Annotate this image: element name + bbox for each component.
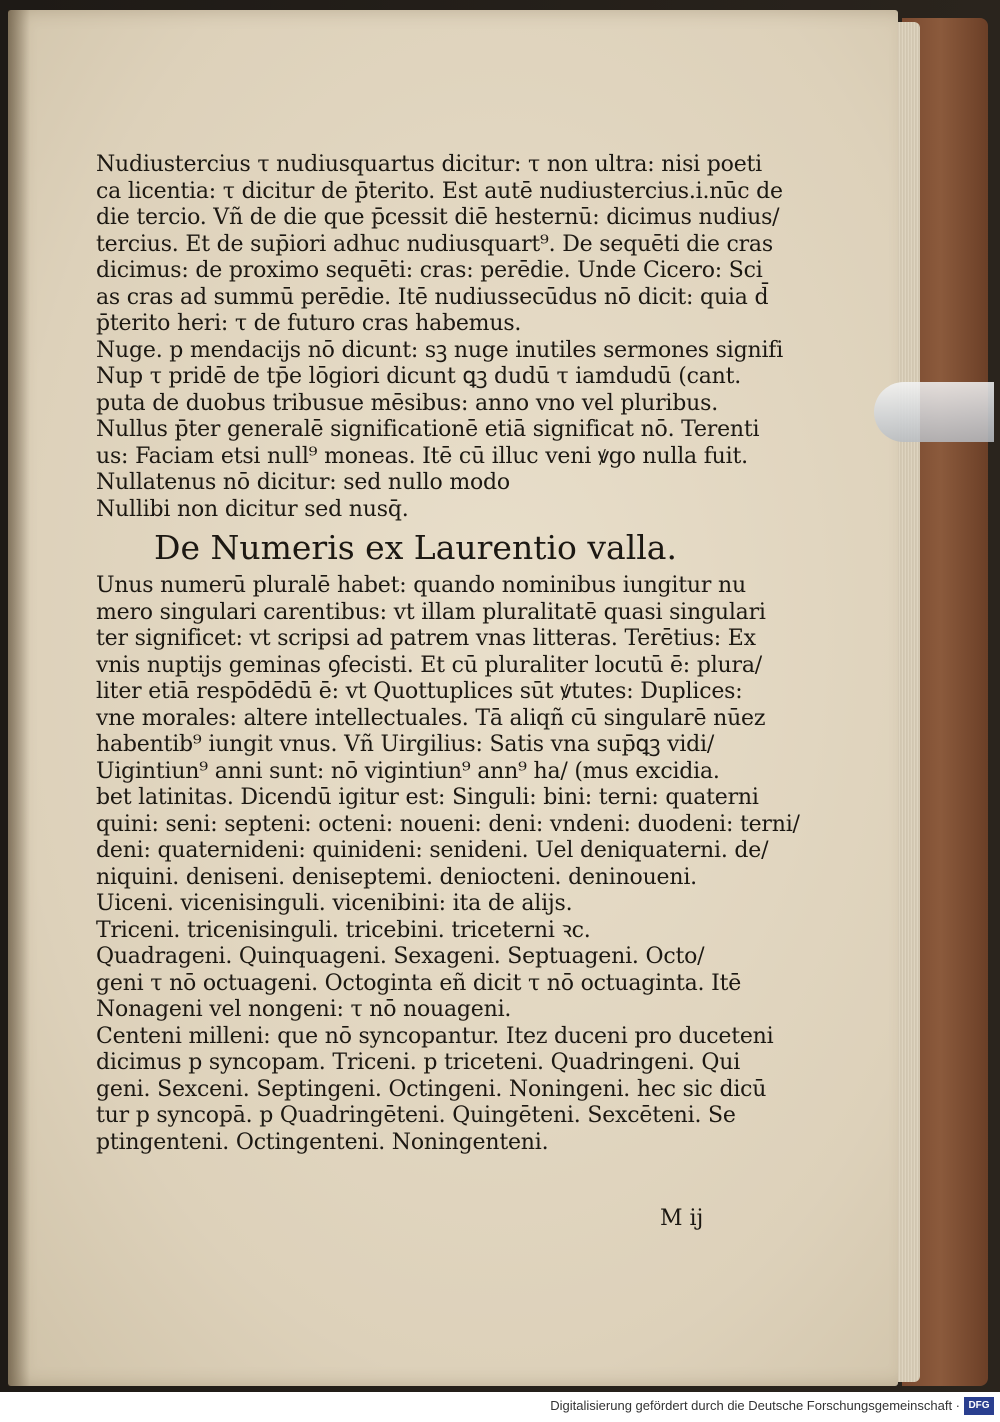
text-line: Triceni. tricenisinguli. tricebini. triceterni ꝛc.: [96, 917, 591, 943]
text-line: bet latinitas. Dicendū igitur est: Singuli: bini: terni: quaterni: [96, 785, 759, 810]
text-line: vnis nuptijs geminas ꝯfecisti. Et cū pluraliter locutū ē: plura/: [96, 652, 762, 678]
page-holder-clip: [874, 382, 994, 442]
signature-mark: M ij: [660, 1206, 704, 1231]
text-line: tercius. Et de sup̄iori adhuc nudiusquart⁹. De sequēti die cras: [96, 231, 773, 257]
text-line: Uiceni. vicenisinguli. vicenibini: ita de alijs.: [96, 891, 573, 916]
text-line: us: Faciam etsi null⁹ moneas. Itē cū illuc veni ꝟgo nulla fuit.: [96, 443, 748, 469]
text-line: as cras ad summū perēdie. Itē nudiussecūdus nō dicit: quia d̄: [96, 284, 769, 310]
text-line: Nullibi non dicitur sed nusq̄.: [96, 496, 409, 522]
text-line: Quadrageni. Quinquageni. Sexageni. Septuageni. Octo/: [96, 944, 705, 969]
text-line: habentib⁹ iungit vnus. Vñ Uirgilius: Satis vna sup̄ꝗꝫ vidi/: [96, 732, 715, 757]
text-line: dicimus: de proximo sequēti: cras: perēdie. Unde Cicero: Sci: [96, 258, 763, 283]
text-line: niquini. deniseni. deniseptemi. deniocteni. deninoueni.: [96, 864, 697, 890]
text-line: Nullatenus nō dicitur: sed nullo modo: [96, 470, 510, 495]
text-line: ptingenteni. Octingenteni. Noningenteni.: [96, 1129, 549, 1155]
text-line: liter etiā respōdēdū ē: vt Quottuplices sūt ꝟtutes: Duplices:: [96, 679, 743, 704]
text-line: Nudiustercius τ nudiusquartus dicitur: τ non ultra: nisi poeti: [96, 152, 763, 177]
text-line: Unus numerū pluralē habet: quando nominibus iungitur nu: [96, 573, 746, 598]
text-line: dicimus p syncopam. Triceni. p triceteni. Quadringeni. Qui: [96, 1050, 741, 1075]
footer-bar: [0, 1392, 1000, 1422]
text-line: Uigintiun⁹ anni sunt: nō vigintiun⁹ ann⁹ ha/ (mus excidia.: [96, 758, 720, 784]
text-line: Nonageni vel nongeni: τ nō nouageni.: [96, 997, 512, 1022]
text-line: tur p syncopā. p Quadringēteni. Quingēteni. Sexcēteni. Se: [96, 1103, 736, 1128]
text-line: deni: quaternideni: quinideni: senideni. Uel deniquaterni. de/: [96, 838, 769, 863]
text-line: geni. Sexceni. Septingeni. Octingeni. Noningeni. hec sic dicū: [96, 1076, 767, 1102]
text-line: geni τ nō octuageni. Octoginta eñ dicit τ nō octuaginta. Itē: [96, 970, 742, 996]
text-line: quini: seni: septeni: octeni: noueni: deni: vndeni: duodeni: terni/: [96, 811, 800, 837]
footer-credit: Digitalisierung gefördert durch die Deutsche Forschungsgemeinschaft ·: [550, 1398, 960, 1413]
text-line: die tercio. Vñ de die que p̄cessit diē hesternū: dicimus nudius/: [96, 205, 780, 230]
text-line: Nullus p̄ter generalē significationē etiā significat nō. Terenti: [96, 417, 760, 442]
text-line: vne morales: altere intellectuales. Tā aliqñ cū singularē nūez: [96, 705, 766, 731]
page-text-block: [96, 152, 800, 1156]
text-line: ca licentia: τ dicitur de p̄terito. Est autē nudiustercius.i.nūc de: [96, 178, 783, 204]
page-gutter-shadow: [8, 10, 30, 1386]
section-heading: De Numeris ex Laurentio valla.: [154, 528, 677, 567]
text-line: Centeni milleni: que nō syncopantur. Itez duceni pro duceteni: [96, 1023, 774, 1049]
text-line: Nuge. p mendacijs nō dicunt: sꝫ nuge inutiles sermones signifi: [96, 337, 784, 363]
text-line: ter significet: vt scripsi ad patrem vnas litteras. Terētius: Ex: [96, 626, 756, 651]
text-line: mero singulari carentibus: vt illam pluralitatē quasi singulari: [96, 599, 766, 625]
text-line: puta de duobus tribusue mēsibus: anno vno vel pluribus.: [96, 390, 718, 416]
text-line: Nup τ pridē de tp̄e lōgiori dicunt ꝗꝫ dudū τ iamdudū (cant.: [96, 364, 742, 389]
dfg-logo-icon: DFG: [964, 1397, 994, 1415]
text-line: p̄terito heri: τ de futuro cras habemus.: [96, 311, 522, 336]
